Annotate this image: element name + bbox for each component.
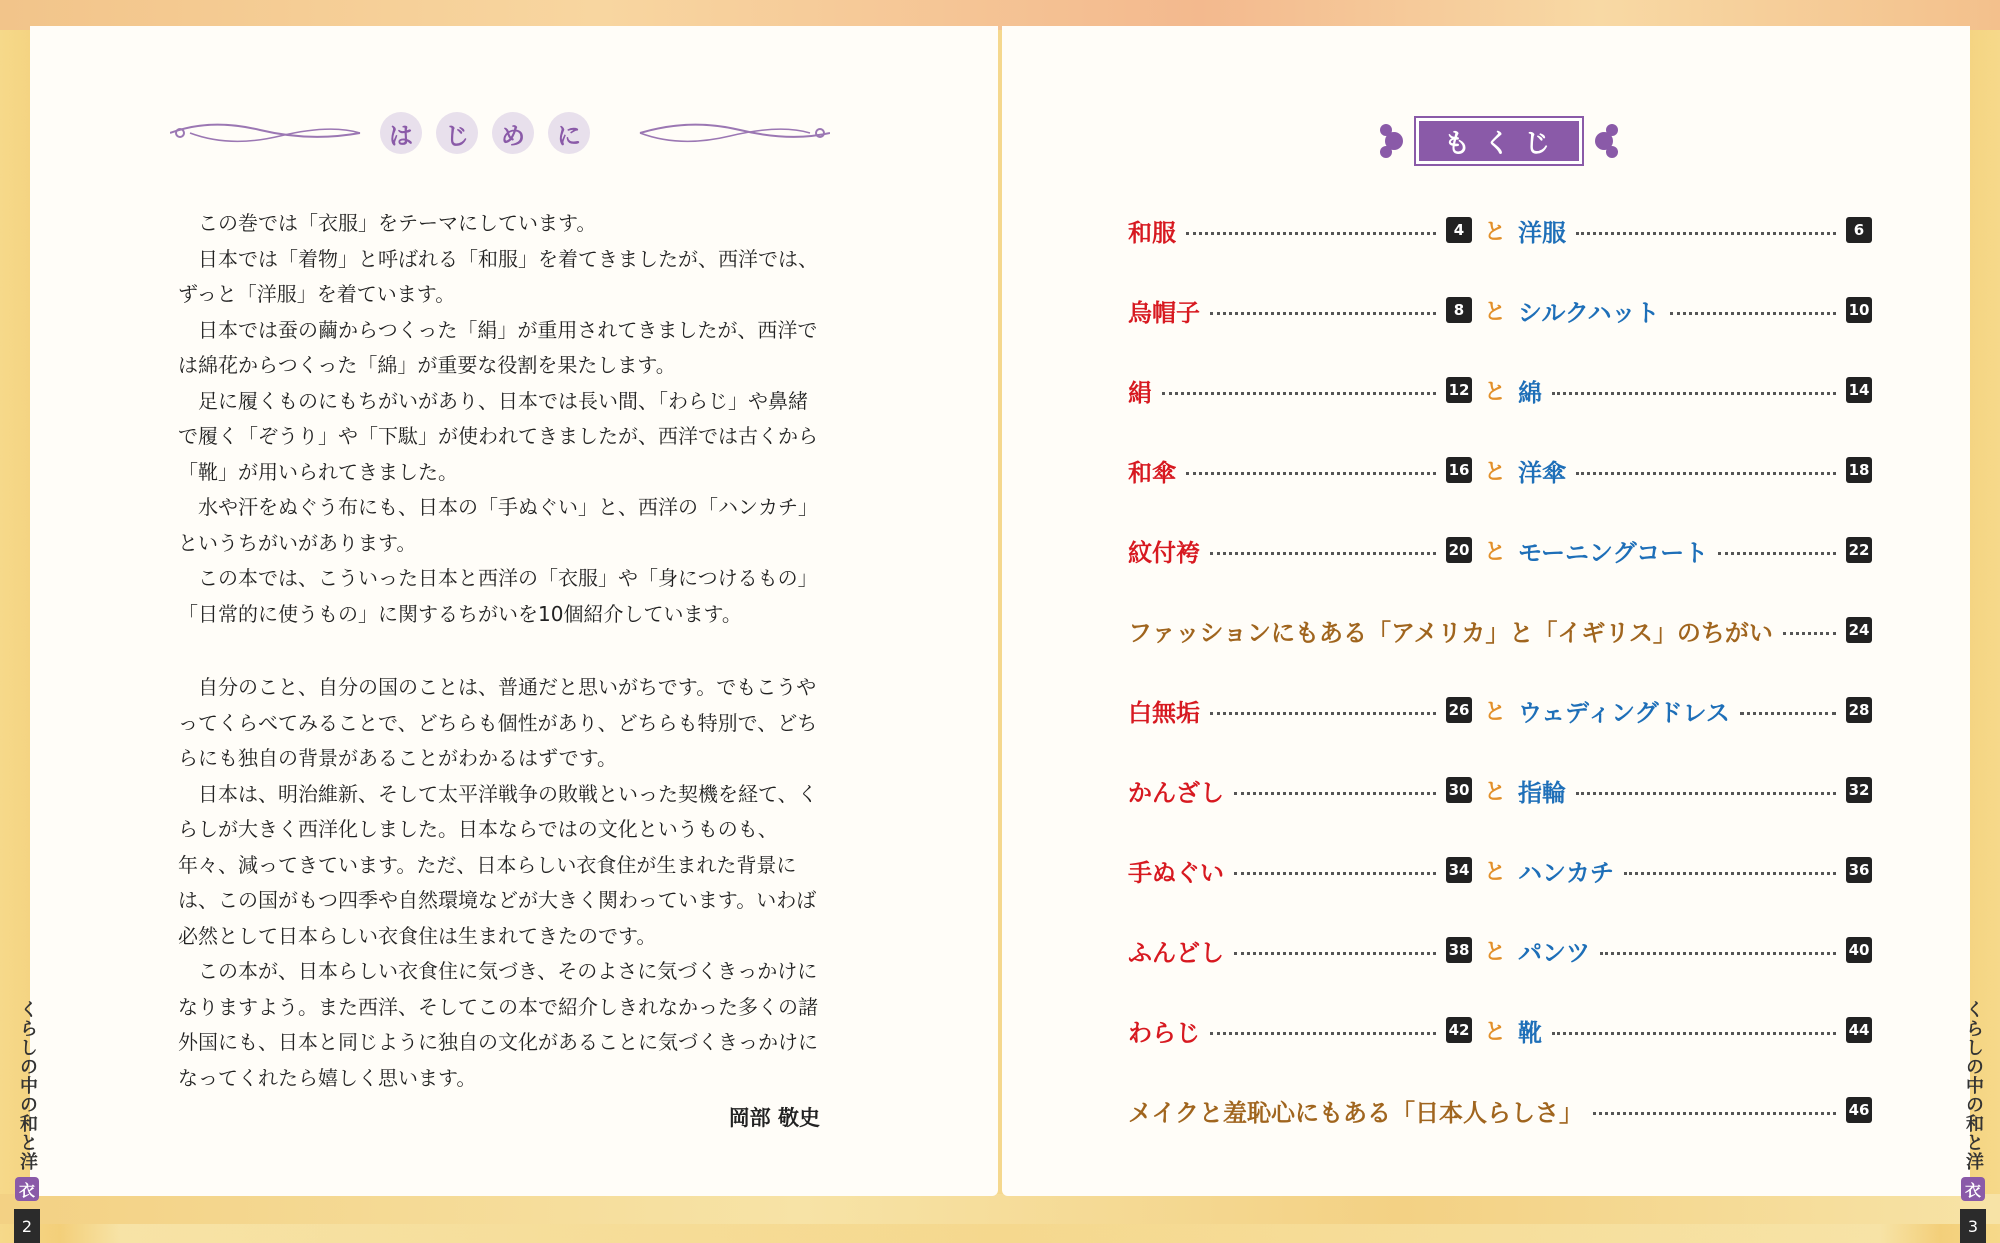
intro-paragraph: この本では、こういった日本と西洋の「衣服」や「身につけるもの」「日常的に使うもの」に関するちがいを10個紹介しています。: [178, 566, 818, 626]
connector-to: と: [1484, 299, 1507, 325]
toc-row[interactable]: [1128, 530, 1872, 570]
leader-dots: [1234, 952, 1436, 955]
page-badge: 42: [1446, 1017, 1472, 1043]
heading-char: じ: [436, 112, 478, 154]
connector-to: と: [1484, 699, 1507, 725]
page-number: 3: [1960, 1209, 1986, 1243]
toc-western-item[interactable]: ウェディングドレス: [1518, 698, 1730, 727]
toc-row-column[interactable]: [1128, 1090, 1872, 1130]
intro-paragraph: 日本では蚕の繭からつくった「絹」が重用されてきましたが、西洋では綿花からつくった「綿」が重要な役割を果たします。: [178, 317, 818, 377]
toc-japanese-item[interactable]: ふんどし: [1128, 938, 1224, 967]
toc-japanese-item[interactable]: かんざし: [1128, 778, 1224, 807]
toc-japanese-item[interactable]: 烏帽子: [1128, 298, 1200, 327]
right-side-label: [1960, 1000, 1986, 1243]
toc-japanese-item[interactable]: わらじ: [1128, 1018, 1200, 1047]
leader-dots: [1210, 712, 1436, 715]
leader-dots: [1576, 472, 1836, 475]
intro-paragraph: この巻では「衣服」をテーマにしています。: [198, 211, 597, 235]
intro-paragraph: 自分のこと、自分の国のことは、普通だと思いがちです。でもこうやってくらべてみることで、どちらも個性があり、どちらも特別で、どちらにも独自の背景があることがわかるはずです。: [178, 675, 818, 770]
intro-paragraph: 水や汗をぬぐう布にも、日本の「手ぬぐい」と、西洋の「ハンカチ」というちがいがあります。: [178, 495, 818, 555]
intro-text-block-1: [178, 206, 824, 632]
toc-column-item[interactable]: メイクと羞恥心にもある「日本人らしさ」: [1128, 1098, 1584, 1127]
page-badge: 34: [1446, 857, 1472, 883]
volume-tag: 衣: [15, 1177, 39, 1201]
leader-dots: [1576, 792, 1836, 795]
author-name: 岡部 敬史: [728, 1106, 820, 1130]
page-badge: 40: [1846, 937, 1872, 963]
page-badge: 46: [1846, 1097, 1872, 1123]
page-badge: 12: [1446, 377, 1472, 403]
toc-western-item[interactable]: 靴: [1518, 1018, 1543, 1047]
leader-dots: [1576, 232, 1836, 235]
page-badge: 30: [1446, 777, 1472, 803]
intro-paragraph: 日本では「着物」と呼ばれる「和服」を着てきましたが、西洋では、ずっと「洋服」を着ています。: [178, 246, 818, 306]
page-badge: 36: [1846, 857, 1872, 883]
page-number: 2: [14, 1209, 40, 1243]
leader-dots: [1600, 952, 1836, 955]
toc-western-item[interactable]: ハンカチ: [1518, 858, 1615, 887]
connector-to: と: [1484, 379, 1507, 405]
page-badge: 20: [1446, 537, 1472, 563]
connector-to: と: [1484, 939, 1507, 965]
leader-dots: [1718, 552, 1836, 555]
toc-western-item[interactable]: パンツ: [1518, 938, 1591, 967]
connector-to: と: [1484, 859, 1507, 885]
page-badge: 8: [1446, 297, 1472, 323]
leader-dots: [1670, 312, 1837, 315]
leader-dots: [1234, 872, 1436, 875]
page-badge: 28: [1846, 697, 1872, 723]
toc-japanese-item[interactable]: 絹: [1128, 378, 1152, 407]
intro-paragraph: この本が、日本らしい衣食住に気づき、そのよさに気づくきっかけになりますよう。また西洋、そしてこの本で紹介しきれなかった多くの諸外国にも、日本と同じように独自の文化があることに気づくきっかけになってくれたら嬉しく思います。: [178, 959, 818, 1090]
toc-japanese-item[interactable]: 和傘: [1128, 458, 1176, 487]
page-badge: 6: [1846, 217, 1872, 243]
page-badge: 32: [1846, 777, 1872, 803]
heading-char: に: [548, 112, 590, 154]
toc-row[interactable]: [1128, 690, 1872, 730]
leader-dots: [1783, 632, 1836, 635]
toc-heading: [1376, 118, 1622, 164]
intro-text-block-2: [178, 670, 824, 1096]
toc-row[interactable]: [1128, 770, 1872, 810]
leader-dots: [1162, 392, 1436, 395]
heading-char: め: [492, 112, 534, 154]
toc-row[interactable]: [1128, 210, 1872, 250]
page-badge: 18: [1846, 457, 1872, 483]
page-badge: 16: [1446, 457, 1472, 483]
toc-western-item[interactable]: 洋服: [1518, 218, 1567, 247]
intro-heading: [170, 108, 830, 158]
toc-japanese-item[interactable]: 和服: [1128, 218, 1176, 247]
toc-row[interactable]: [1128, 1010, 1872, 1050]
toc-row[interactable]: [1128, 850, 1872, 890]
connector-to: と: [1484, 779, 1507, 805]
leader-dots: [1740, 712, 1836, 715]
toc-row[interactable]: [1128, 370, 1872, 410]
leader-dots: [1186, 232, 1436, 235]
intro-paragraph: 足に履くものにもちがいがあり、日本では長い間、「わらじ」や鼻緒で履く「ぞうり」や「下駄」が使われてきましたが、西洋では古くから「靴」が用いられてきました。: [178, 388, 818, 484]
toc-row-column[interactable]: [1128, 610, 1872, 650]
connector-to: と: [1484, 459, 1507, 485]
toc-japanese-item[interactable]: 紋付袴: [1128, 538, 1200, 567]
left-side-label: [14, 1000, 40, 1243]
leader-dots: [1210, 1032, 1436, 1035]
toc-western-item[interactable]: シルクハット: [1518, 298, 1660, 327]
page-badge: 44: [1846, 1017, 1872, 1043]
page-badge: 14: [1846, 377, 1872, 403]
leader-dots: [1552, 392, 1836, 395]
series-title: くらしの中の和と洋: [17, 1000, 38, 1171]
page-badge: 38: [1446, 937, 1472, 963]
leader-dots: [1210, 552, 1436, 555]
leader-dots: [1186, 472, 1436, 475]
connector-to: と: [1484, 219, 1507, 245]
page-badge: 10: [1846, 297, 1872, 323]
leader-dots: [1234, 792, 1436, 795]
toc-row[interactable]: [1128, 290, 1872, 330]
page-badge: 24: [1846, 617, 1872, 643]
heading-char: は: [380, 112, 422, 154]
leader-dots: [1593, 1112, 1836, 1115]
leader-dots: [1624, 872, 1836, 875]
leader-dots: [1552, 1032, 1836, 1035]
intro-paragraph: 日本は、明治維新、そして太平洋戦争の敗戦といった契機を経て、くらしが大きく西洋化しました。日本ならではの文化というものも、年々、減ってきています。ただ、日本らしい衣食住が生まれた背景には、この国がもつ四季や自然環境などが大きく関わっています。いわば必然として日本らしい衣食住は生まれてきたのです。: [178, 781, 818, 948]
page-badge: 4: [1446, 217, 1472, 243]
bottom-border: [0, 1194, 2000, 1224]
toc-japanese-item[interactable]: 手ぬぐい: [1128, 858, 1224, 887]
toc-western-item[interactable]: モーニングコート: [1518, 538, 1709, 567]
toc-row[interactable]: [1128, 930, 1872, 970]
volume-tag: 衣: [1961, 1177, 1985, 1201]
toc-western-item[interactable]: 綿: [1518, 378, 1543, 407]
connector-to: と: [1484, 1019, 1507, 1045]
connector-to: と: [1484, 539, 1507, 565]
toc-western-item[interactable]: 洋傘: [1518, 458, 1567, 487]
page-badge: 26: [1446, 697, 1472, 723]
series-title: くらしの中の和と洋: [1963, 1000, 1984, 1171]
page-badge: 22: [1846, 537, 1872, 563]
leader-dots: [1210, 312, 1436, 315]
toc-title: もくじ: [1416, 118, 1582, 164]
toc-column-item[interactable]: ファッションにもある「アメリカ」と「イギリス」のちがい: [1128, 618, 1773, 647]
toc-row[interactable]: [1128, 450, 1872, 490]
toc-western-item[interactable]: 指輪: [1518, 778, 1567, 807]
toc-japanese-item[interactable]: 白無垢: [1128, 698, 1200, 727]
